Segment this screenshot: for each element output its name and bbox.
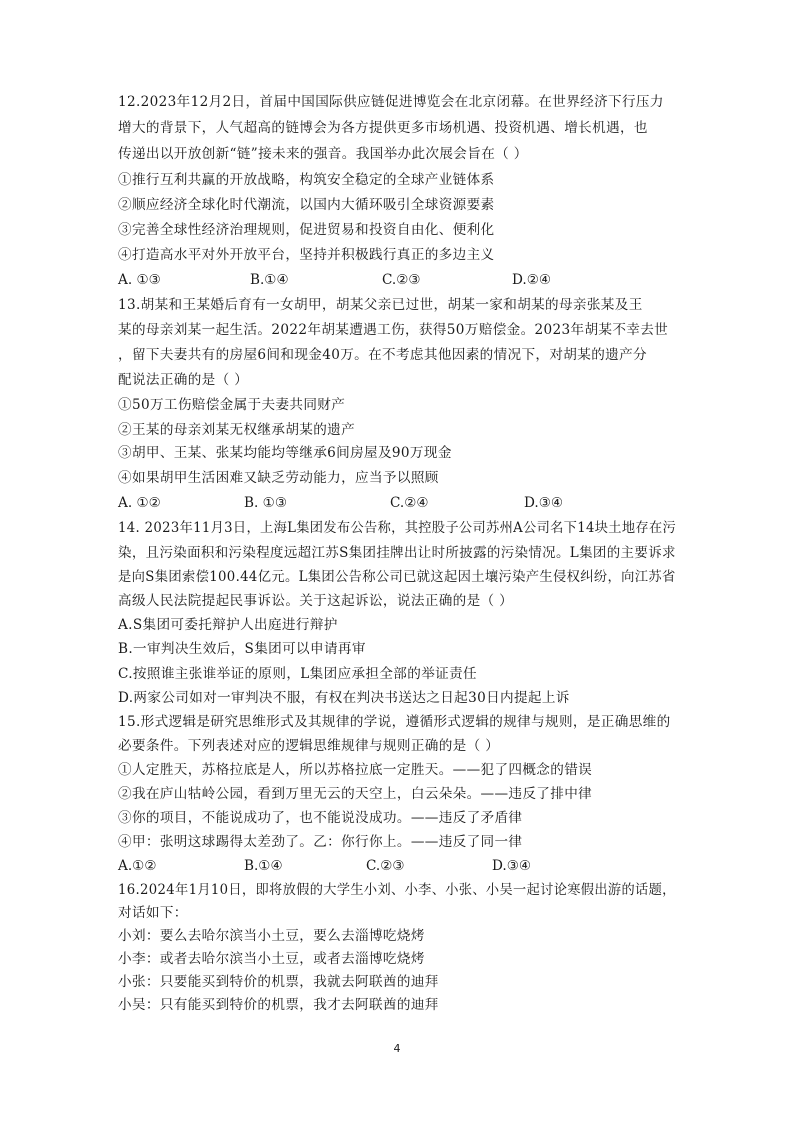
q13-stem-line-3: ，留下夫妻共有的房屋6间和现金40万。在不考虑其他因素的情况下，对胡某的遗产分 — [118, 347, 647, 363]
q15-statement-4: ④甲：张明这球踢得太差劲了。乙：你行你上。——违反了同一律 — [118, 834, 523, 850]
q15-stem-line-2: 必要条件。下列表述对应的逻辑思维规律与规则正确的是（ ） — [118, 738, 500, 754]
q14-option-b: B.一审判决生效后，S集团可以申请再审 — [118, 641, 366, 657]
q13-statement-1: ①50万工伤赔偿金属于夫妻共同财产 — [118, 397, 346, 413]
q13-statement-2: ②王某的母亲刘某无权继承胡某的遗产 — [118, 422, 356, 438]
page-number: 4 — [393, 1042, 401, 1055]
q13-stem-line-2: 某的母亲刘某一起生活。2022年胡某遭遇工伤，获得50万赔偿金。2023年胡某不幸去世 — [118, 322, 669, 338]
q12-option-c: C.②③ — [382, 272, 421, 288]
q15-stem-line-1: 15.形式逻辑是研究思维形式及其规律的学说，遵循形式逻辑的规律与规则，是正确思维的 — [118, 714, 671, 730]
q15-statement-1: ①人定胜天，苏格拉底是人，所以苏格拉底一定胜天。——犯了四概念的错误 — [118, 762, 593, 778]
q13-stem-line-4: 配说法正确的是（ ） — [118, 372, 249, 388]
q16-dialogue-zhang: 小张：只要能买到特价的机票，我就去阿联酋的迪拜 — [118, 974, 439, 990]
q15-statement-2: ②我在庐山牯岭公园，看到万里无云的天空上，白云朵朵。——违反了排中律 — [118, 786, 593, 802]
q12-option-b: B.①④ — [250, 272, 289, 288]
q14-option-d: D.两家公司如对一审判决不服，有权在判决书送达之日起30日内提起上诉 — [118, 690, 570, 706]
q16-dialogue-wu: 小吴：只有能买到特价的机票，我才去阿联酋的迪拜 — [118, 997, 439, 1013]
q15-option-a: A.①② — [118, 858, 157, 874]
q13-option-a: A. ①② — [118, 495, 161, 511]
q15-option-d: D.③④ — [492, 858, 532, 874]
q13-stem-line-1: 13.胡某和王某婚后育有一女胡甲，胡某父亲已过世，胡某一家和胡某的母亲张某及王 — [118, 297, 643, 313]
q12-statement-3: ③完善全球性经济治理规则，促进贸易和投资自由化、便利化 — [118, 222, 495, 238]
q13-option-d: D.③④ — [524, 495, 564, 511]
q14-option-a: A.S集团可委托辩护人出庭进行辩护 — [118, 617, 338, 633]
q12-statement-1: ①推行互利共赢的开放战略，构筑安全稳定的全球产业链体系 — [118, 172, 495, 188]
q12-stem-line-3: 传递出以开放创新“链”接未来的强音。我国举办此次展会旨在（ ） — [118, 146, 528, 162]
q16-dialogue-li: 小李：或者去哈尔滨当小土豆，或者去淄博吃烧烤 — [118, 951, 425, 967]
q14-stem-line-3: 是向S集团索偿100.44亿元。L集团公告称公司已就这起因土壤污染产生侵权纠纷，向江苏省 — [118, 569, 676, 585]
q13-statement-4: ④如果胡甲生活困难又缺乏劳动能力，应当予以照顾 — [118, 470, 439, 486]
q12-statement-4: ④打造高水平对外开放平台，坚持并积极践行真正的多边主义 — [118, 247, 495, 263]
q14-stem-line-2: 染，且污染面积和污染程度远超江苏S集团挂牌出让时所披露的污染情况。L集团的主要诉求 — [118, 545, 676, 561]
q12-option-a: A. ①③ — [118, 272, 161, 288]
q12-stem-line-2: 增大的背景下，人气超高的链博会为各方提供更多市场机遇、投资机遇、增长机遇，也 — [118, 120, 648, 136]
q12-option-d: D.②④ — [512, 272, 552, 288]
q15-statement-3: ③你的项目，不能说成功了，也不能说没成功。——违反了矛盾律 — [118, 810, 523, 826]
q14-stem-line-4: 高级人民法院提起民事诉讼。关于这起诉讼，说法正确的是（ ） — [118, 593, 514, 609]
q13-statement-3: ③胡甲、王某、张某均能均等继承6间房屋及90万现金 — [118, 445, 452, 461]
q15-option-b: B.①④ — [244, 858, 283, 874]
q12-stem-line-1: 12.2023年12月2日，首届中国国际供应链促进博览会在北京闭幕。在世界经济下行压力 — [118, 94, 664, 110]
q16-stem-line-2: 对话如下： — [118, 905, 188, 921]
q15-option-c: C.②③ — [366, 858, 405, 874]
q16-dialogue-liu: 小刘：要么去哈尔滨当小土豆，要么去淄博吃烧烤 — [118, 928, 425, 944]
q14-option-c: C.按照谁主张谁举证的原则，L集团应承担全部的举证责任 — [118, 666, 477, 682]
q12-statement-2: ②顺应经济全球化时代潮流，以国内大循环吸引全球资源要素 — [118, 197, 495, 213]
q14-stem-line-1: 14. 2023年11月3日，上海L集团发布公告称，其控股子公司苏州A公司名下14块土地存在污 — [118, 520, 677, 536]
q16-stem-line-1: 16.2024年1月10日，即将放假的大学生小刘、小李、小张、小吴一起讨论寒假出游的话题， — [118, 882, 676, 898]
q13-option-b: B. ①③ — [244, 495, 288, 511]
q13-option-c: C.②④ — [390, 495, 429, 511]
